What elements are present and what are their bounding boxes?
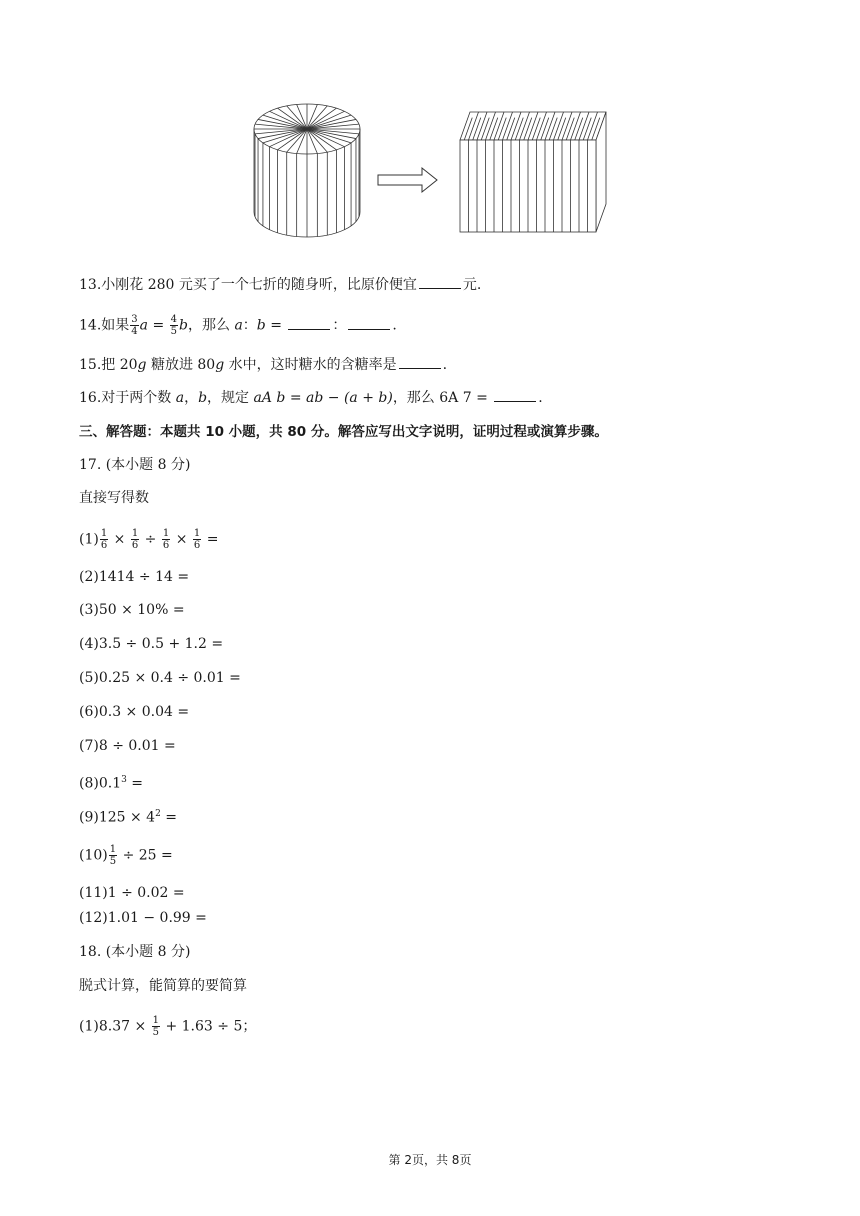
- question-14: 14.如果 $\frac{3}{4}$ a = $\frac{4}{5}$ b，那么 a：b = ： .: [79, 314, 397, 337]
- q17-item-8: $(8)0.1^3$ =: [79, 775, 144, 792]
- q17-item-10: (10) $\frac{1}{5}$ ÷ 25 =: [79, 844, 173, 867]
- question-16: 16.对于两个数 a，b，规定 aA b = ab − (a + b)，那么 6A 7 = .: [79, 387, 543, 408]
- answer-blank[interactable]: [419, 274, 461, 289]
- cuboid-drawing: [460, 112, 606, 232]
- fraction: $\frac{4}{5}$: [170, 314, 178, 337]
- page-footer: 第 2页，共 8页: [388, 1153, 472, 1167]
- question-17-header: 17. (本小题 8 分): [79, 457, 191, 473]
- fraction: $\frac{3}{4}$: [131, 314, 138, 337]
- question-13: 13.小刚花 280 元买了一个七折的随身听，比原价便宜 元.: [79, 274, 481, 295]
- section-3-heading: 三、解答题：本题共 10 小题，共 80 分。解答应写出文字说明，证明过程或演算步骤。: [79, 424, 608, 440]
- q17-item-9: $(9)125 \times 4^2$ =: [79, 809, 178, 826]
- arrow-icon: [378, 168, 437, 192]
- question-17-instruction: 直接写得数: [79, 490, 149, 506]
- answer-blank[interactable]: [494, 387, 536, 402]
- cylinder-drawing: [254, 104, 360, 237]
- question-15: 15.把 20g 糖放进 80g 水中，这时糖水的含糖率是 .: [79, 354, 447, 375]
- q17-item-4: (4)3.5 ÷ 0.5 + 1.2 =: [79, 636, 224, 652]
- question-18-instruction: 脱式计算，能简算的要简算: [79, 978, 247, 994]
- q17-item-6: (6)0.3 × 0.04 =: [79, 704, 190, 720]
- q17-item-12: (12)1.01 − 0.99 =: [79, 910, 207, 926]
- q17-item-7: (7)8 ÷ 0.01 =: [79, 738, 176, 754]
- cylinder-to-cuboid-figure: [0, 0, 860, 260]
- answer-blank[interactable]: [288, 315, 330, 330]
- question-18-header: 18. (本小题 8 分): [79, 944, 191, 960]
- q17-item-2: (2)1414 ÷ 14 =: [79, 569, 190, 585]
- q17-item-3: (3)50 × 10% =: [79, 602, 185, 618]
- q18-item-1: (1)8.37 × $\frac{1}{5}$ + 1.63 ÷ 5；: [79, 1015, 257, 1038]
- q17-item-1: (1) $\frac{1}{6}$ × $\frac{1}{6}$ ÷ $\frac{1}{6}$ × $\frac{1}{6}$ =: [79, 528, 219, 551]
- answer-blank[interactable]: [348, 315, 390, 330]
- q17-item-5: (5)0.25 × 0.4 ÷ 0.01 =: [79, 670, 241, 686]
- q17-item-11: (11)1 ÷ 0.02 =: [79, 885, 185, 901]
- answer-blank[interactable]: [399, 354, 441, 369]
